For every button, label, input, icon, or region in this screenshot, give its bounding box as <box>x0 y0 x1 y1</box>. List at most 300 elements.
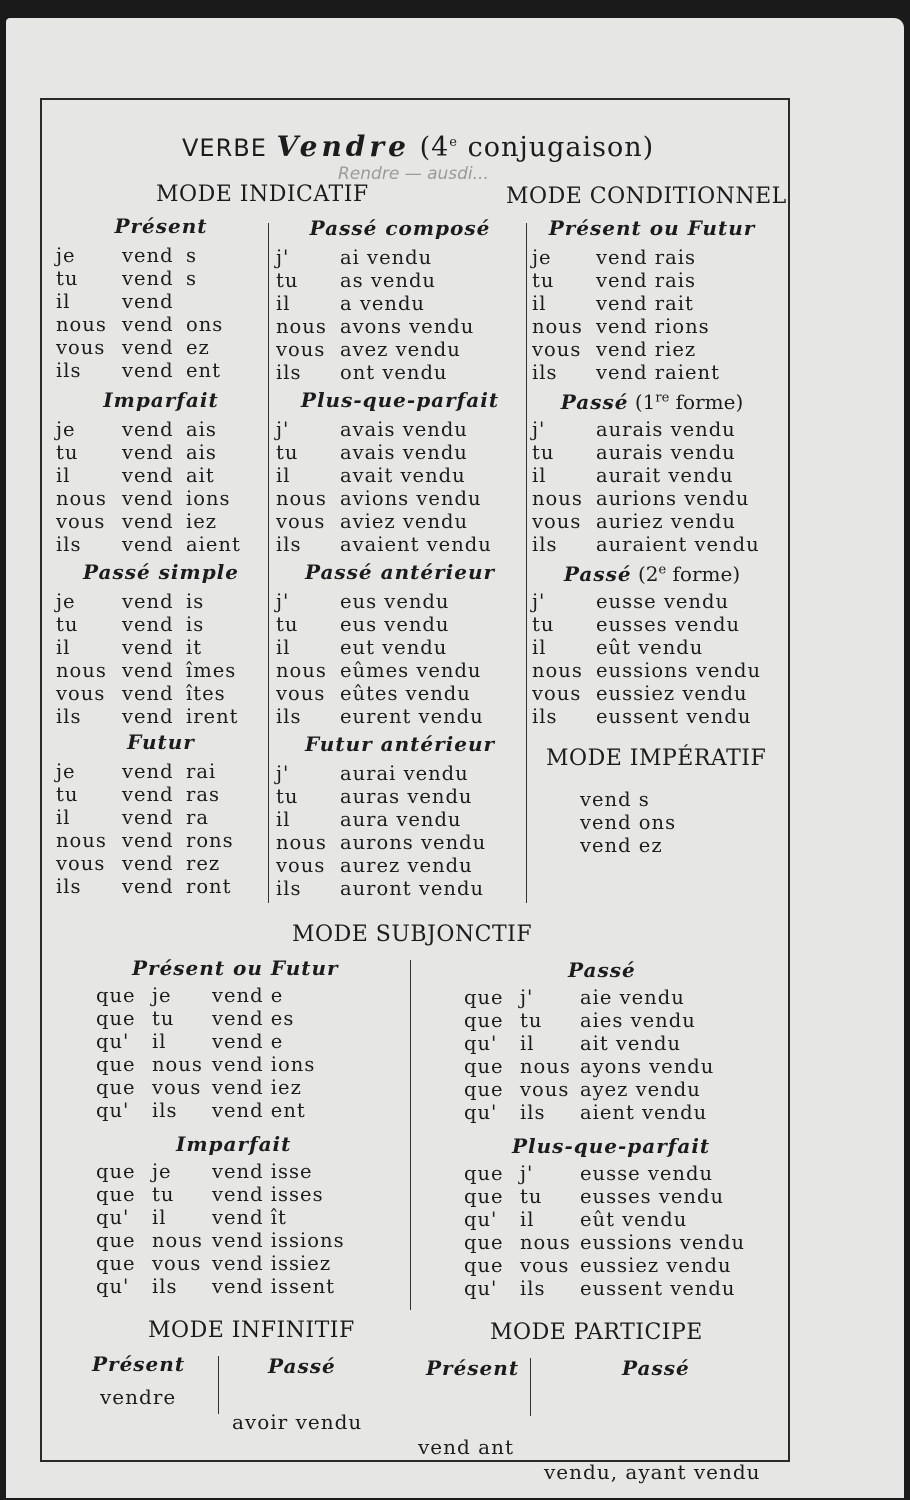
conj-pronoun: qu' <box>96 1030 130 1053</box>
conj-stem: avais vendu <box>340 418 468 441</box>
conj-form: eussions vendu <box>580 1231 746 1254</box>
conj-pronoun: que <box>96 1183 136 1206</box>
conj-stem: aurons vendu <box>340 831 487 854</box>
conj-form: j' <box>520 1162 534 1185</box>
conj-pronoun: il <box>276 808 291 831</box>
conj-pronoun: nous <box>56 829 107 852</box>
title-verb: Vendre <box>276 130 410 163</box>
conj-form: vend issiez <box>212 1252 332 1275</box>
tense-block-passe-anterieur <box>276 560 524 728</box>
conj-form: iez <box>186 510 218 533</box>
conj-form: il <box>152 1030 167 1053</box>
conj-form: vend isses <box>212 1183 324 1206</box>
tense-title-conditionnel-present: Présent ou Futur <box>548 216 756 240</box>
conj-form: vend ions <box>212 1053 316 1076</box>
conj-row <box>276 418 524 441</box>
conj-row <box>96 1183 396 1206</box>
conj-form: ent <box>186 359 221 382</box>
conj-form: nous <box>152 1229 203 1252</box>
conj-form: s <box>186 267 198 290</box>
pencil-note: Rendre — ausdi... <box>338 164 489 184</box>
conj-pronoun: ils <box>532 361 558 384</box>
conj-row <box>276 533 524 556</box>
conj-pronoun: qu' <box>464 1277 498 1300</box>
conj-pronoun: vous <box>532 682 582 705</box>
conj-row <box>56 829 266 852</box>
conj-form: it <box>186 636 203 659</box>
conj-stem: avais vendu <box>340 441 468 464</box>
conj-stem: eût vendu <box>596 636 704 659</box>
conj-pronoun: tu <box>532 269 555 292</box>
conj-pronoun: vous <box>56 682 106 705</box>
conj-row <box>464 1208 764 1231</box>
conj-list <box>56 760 266 898</box>
conj-form: rai <box>186 760 217 783</box>
conj-list <box>56 418 266 556</box>
conj-row <box>276 590 524 613</box>
conj-list <box>276 418 524 556</box>
conj-pronoun: que <box>464 1009 504 1032</box>
conj-row <box>96 1076 396 1099</box>
mode-conditionnel-heading: MODE CONDITIONNEL <box>506 184 787 209</box>
conj-pronoun: il <box>276 464 291 487</box>
conj-form: vend issions <box>212 1229 345 1252</box>
conj-pronoun: je <box>56 418 76 441</box>
conj-row <box>56 510 266 533</box>
passe1-paren: (1 <box>634 390 656 414</box>
conj-stem: vend <box>122 829 174 852</box>
conj-row <box>532 338 772 361</box>
tense-title-conditionnel-passe1 <box>532 390 772 414</box>
conj-row <box>532 361 772 384</box>
conj-form: eût vendu <box>580 1208 688 1231</box>
conj-stem: vend <box>122 659 174 682</box>
conj-row <box>276 785 524 808</box>
imperatif-row: vend s <box>580 788 650 811</box>
conj-pronoun: il <box>56 464 71 487</box>
tense-block-plus-que-parfait <box>276 388 524 556</box>
title-verbe: VERBE <box>182 134 267 162</box>
conj-stem: eûtes vendu <box>340 682 471 705</box>
conj-pronoun: ils <box>276 877 302 900</box>
conj-form: ils <box>152 1099 178 1122</box>
conj-pronoun: je <box>532 246 552 269</box>
conj-row <box>532 510 772 533</box>
tense-title-conditionnel-passe2 <box>532 562 772 586</box>
conj-form: il <box>520 1208 535 1231</box>
conj-pronoun: ils <box>276 361 302 384</box>
infinitif-present-value: vendre <box>100 1385 177 1409</box>
conj-row <box>464 1078 764 1101</box>
conj-stem: vend <box>122 464 174 487</box>
conj-form: ayez vendu <box>580 1078 701 1101</box>
conj-row <box>96 1252 396 1275</box>
conj-row <box>276 269 524 292</box>
conj-form: aie vendu <box>580 986 685 1009</box>
conj-stem: vend <box>122 852 174 875</box>
passe1-sup: re <box>655 390 670 406</box>
conj-stem: eûmes vendu <box>340 659 482 682</box>
conj-stem: aurai vendu <box>340 762 469 785</box>
infinitif-passe-label: Passé <box>268 1354 336 1378</box>
conj-stem: aurais vendu <box>596 441 736 464</box>
conj-stem: vend <box>122 760 174 783</box>
conj-stem: avions vendu <box>340 487 482 510</box>
conj-form: s <box>186 244 198 267</box>
conj-row <box>56 682 266 705</box>
conj-stem: vend <box>122 244 174 267</box>
conj-pronoun: nous <box>276 315 327 338</box>
conj-form: vend ent <box>212 1099 306 1122</box>
conj-row <box>464 1032 764 1055</box>
conj-row <box>276 315 524 338</box>
conj-row <box>56 875 266 898</box>
conj-row <box>276 808 524 831</box>
conj-row <box>464 1101 764 1124</box>
conj-row <box>464 1055 764 1078</box>
conj-pronoun: que <box>96 1252 136 1275</box>
conj-row <box>56 705 266 728</box>
conj-form: tu <box>152 1007 175 1030</box>
conj-row <box>276 338 524 361</box>
conj-pronoun: nous <box>276 831 327 854</box>
participe-passe-label: Passé <box>622 1356 690 1380</box>
tense-block-imparfait <box>56 388 266 556</box>
imperatif-row: vend ons <box>580 811 677 834</box>
passe2-paren: (2 <box>637 562 659 586</box>
tense-block-subj-passe <box>464 958 764 1124</box>
conj-pronoun: vous <box>56 852 106 875</box>
conj-stem: vend <box>122 359 174 382</box>
conj-form: eussiez vendu <box>580 1254 732 1277</box>
conj-list <box>464 986 764 1124</box>
conj-stem: ont vendu <box>340 361 448 384</box>
conj-row <box>56 806 266 829</box>
conj-form: ais <box>186 418 217 441</box>
conj-row <box>532 269 772 292</box>
conj-list <box>56 590 266 728</box>
conj-pronoun: j' <box>276 762 290 785</box>
tense-block-present <box>56 214 266 382</box>
tense-block-subj-imparfait <box>96 1132 396 1298</box>
conj-list <box>532 418 772 556</box>
conj-form: vous <box>152 1076 202 1099</box>
conj-form: eussent vendu <box>580 1277 736 1300</box>
conj-list <box>276 762 524 900</box>
conj-row <box>96 1053 396 1076</box>
conj-row <box>276 361 524 384</box>
conj-pronoun: nous <box>56 487 107 510</box>
conj-form: ions <box>186 487 231 510</box>
conj-form: ons <box>186 313 224 336</box>
conj-form: vend iez <box>212 1076 302 1099</box>
conj-row <box>464 1009 764 1032</box>
conj-form: vend issent <box>212 1275 335 1298</box>
conj-stem: eusses vendu <box>596 613 741 636</box>
conj-form: irent <box>186 705 239 728</box>
conj-form: il <box>520 1032 535 1055</box>
conj-row <box>56 313 266 336</box>
conj-stem: vend <box>122 510 174 533</box>
conj-pronoun: il <box>56 806 71 829</box>
conj-row <box>464 1254 764 1277</box>
tense-block-subj-present <box>96 956 396 1122</box>
conj-pronoun: j' <box>532 418 546 441</box>
conj-row <box>56 659 266 682</box>
conj-pronoun: que <box>96 1076 136 1099</box>
conj-form: tu <box>520 1185 543 1208</box>
tense-title-subj-passe: Passé <box>568 958 636 982</box>
conj-stem: ai vendu <box>340 246 433 269</box>
conj-form: ais <box>186 441 217 464</box>
conj-stem: vend <box>122 806 174 829</box>
conj-pronoun: qu' <box>96 1099 130 1122</box>
conj-pronoun: que <box>96 1229 136 1252</box>
tense-title-plus-que-parfait: Plus-que-parfait <box>300 388 500 412</box>
conj-pronoun: je <box>56 590 76 613</box>
conj-row <box>56 783 266 806</box>
conj-row <box>56 760 266 783</box>
conj-stem: vend <box>122 441 174 464</box>
conj-row <box>276 636 524 659</box>
conj-pronoun: vous <box>56 510 106 533</box>
conj-row <box>276 510 524 533</box>
conj-stem: avait vendu <box>340 464 466 487</box>
conj-row <box>532 613 772 636</box>
conj-pronoun: tu <box>56 267 79 290</box>
conj-form: ils <box>520 1101 546 1124</box>
conj-list <box>532 590 772 728</box>
conj-pronoun: tu <box>276 269 299 292</box>
conj-stem: vend <box>122 705 174 728</box>
conj-pronoun: qu' <box>464 1208 498 1231</box>
conj-row <box>532 682 772 705</box>
conj-form: vous <box>520 1078 570 1101</box>
conj-row <box>532 705 772 728</box>
conj-list <box>96 984 396 1122</box>
conj-row <box>276 246 524 269</box>
passe2-sup: e <box>658 562 667 578</box>
conj-pronoun: il <box>532 636 547 659</box>
column-divider <box>268 223 269 903</box>
conj-row <box>276 705 524 728</box>
conj-stem: auriez vendu <box>596 510 736 533</box>
conj-pronoun: que <box>464 1231 504 1254</box>
conj-form: j' <box>520 986 534 1009</box>
conj-form: ez <box>186 336 210 359</box>
tense-title-subj-plus-que-parfait: Plus-que-parfait <box>512 1134 711 1158</box>
conj-stem: vend rais <box>596 269 696 292</box>
conj-stem: vend <box>122 682 174 705</box>
tense-title-futur-anterieur: Futur antérieur <box>304 732 496 756</box>
imperatif-row: vend ez <box>580 834 663 857</box>
conj-form: je <box>152 984 172 1007</box>
conj-form: aient vendu <box>580 1101 708 1124</box>
mode-infinitif-heading: MODE INFINITIF <box>148 1318 355 1343</box>
conj-form: vous <box>520 1254 570 1277</box>
conj-stem: vend rions <box>596 315 710 338</box>
conj-row <box>56 441 266 464</box>
title-conj-number: (4 <box>419 132 450 163</box>
conj-form: tu <box>152 1183 175 1206</box>
conj-form: je <box>152 1160 172 1183</box>
conj-pronoun: vous <box>276 510 326 533</box>
conj-form: vend e <box>212 1030 284 1053</box>
conj-pronoun: que <box>464 1254 504 1277</box>
passe2-paren-end: forme) <box>672 562 741 586</box>
conj-form: eusses vendu <box>580 1185 725 1208</box>
tense-block-conditionnel-passe2 <box>532 562 772 728</box>
passe1-paren-end: forme) <box>675 390 744 414</box>
conj-form: ayons vendu <box>580 1055 715 1078</box>
tense-title-imparfait: Imparfait <box>103 388 219 412</box>
conj-pronoun: nous <box>56 313 107 336</box>
conj-row <box>56 336 266 359</box>
conj-pronoun: ils <box>276 705 302 728</box>
conj-row <box>56 533 266 556</box>
conj-pronoun: nous <box>532 659 583 682</box>
conj-pronoun: nous <box>276 659 327 682</box>
conj-stem: vend <box>122 636 174 659</box>
conj-pronoun: nous <box>56 659 107 682</box>
conj-stem: vend <box>122 533 174 556</box>
conj-row <box>532 441 772 464</box>
infinitif-passe-value: avoir vendu <box>232 1410 363 1434</box>
conj-pronoun: tu <box>276 785 299 808</box>
conj-pronoun: vous <box>56 336 106 359</box>
conj-stem: vend rais <box>596 246 696 269</box>
conj-pronoun: ils <box>56 533 82 556</box>
mode-indicatif-heading: MODE INDICATIF <box>156 182 369 207</box>
conj-form: aies vendu <box>580 1009 696 1032</box>
mode-participe-heading: MODE PARTICIPE <box>490 1320 703 1345</box>
conj-row <box>96 1007 396 1030</box>
conj-pronoun: il <box>56 636 71 659</box>
conj-stem: vend riez <box>596 338 697 361</box>
conj-row <box>276 831 524 854</box>
conj-pronoun: ils <box>532 705 558 728</box>
conj-pronoun: que <box>464 986 504 1009</box>
conj-stem: eurent vendu <box>340 705 484 728</box>
conj-row <box>276 292 524 315</box>
conj-row <box>532 315 772 338</box>
passe2-label: Passé <box>563 562 632 586</box>
conj-form: rons <box>186 829 234 852</box>
conj-stem: auront vendu <box>340 877 484 900</box>
conj-stem: avez vendu <box>340 338 461 361</box>
participe-present-label: Présent <box>426 1356 520 1380</box>
conj-pronoun: je <box>56 760 76 783</box>
conj-row <box>56 244 266 267</box>
conj-row <box>276 682 524 705</box>
conj-row <box>464 1277 764 1300</box>
conj-form: vous <box>152 1252 202 1275</box>
conj-pronoun: ils <box>56 875 82 898</box>
conj-stem: vend rait <box>596 292 694 315</box>
conj-row <box>56 359 266 382</box>
conj-pronoun: que <box>96 1160 136 1183</box>
conj-row <box>56 852 266 875</box>
conj-pronoun: que <box>96 1053 136 1076</box>
conj-stem: aurais vendu <box>596 418 736 441</box>
conj-list <box>464 1162 764 1300</box>
conj-list <box>276 590 524 728</box>
conj-row <box>96 1030 396 1053</box>
conj-pronoun: vous <box>276 682 326 705</box>
conj-stem: eut vendu <box>340 636 448 659</box>
conj-row <box>96 1206 396 1229</box>
conj-pronoun: nous <box>276 487 327 510</box>
mode-subjonctif-heading: MODE SUBJONCTIF <box>292 922 533 947</box>
conj-stem: eussions vendu <box>596 659 762 682</box>
conj-pronoun: qu' <box>96 1206 130 1229</box>
conj-row <box>56 418 266 441</box>
conj-form: ra <box>186 806 209 829</box>
conj-pronoun: nous <box>532 315 583 338</box>
conj-pronoun: il <box>56 290 71 313</box>
column-divider <box>410 960 411 1310</box>
conj-form: tu <box>520 1009 543 1032</box>
conj-row <box>96 1275 396 1298</box>
conj-stem: vend <box>122 290 174 313</box>
conj-row <box>56 267 266 290</box>
conj-stem: eussent vendu <box>596 705 752 728</box>
conj-form: nous <box>152 1053 203 1076</box>
tense-block-passe-compose <box>276 216 524 384</box>
conj-row <box>532 533 772 556</box>
conj-pronoun: que <box>464 1162 504 1185</box>
conj-list <box>532 246 772 384</box>
conj-pronoun: j' <box>276 590 290 613</box>
conj-stem: eus vendu <box>340 613 450 636</box>
tense-block-subj-plus-que-parfait <box>464 1134 764 1300</box>
imperatif-list <box>580 788 760 857</box>
conj-form: vend isse <box>212 1160 313 1183</box>
conj-pronoun: ils <box>56 705 82 728</box>
conj-row <box>464 1185 764 1208</box>
conj-row <box>276 487 524 510</box>
conj-row <box>276 659 524 682</box>
conj-form: nous <box>520 1055 571 1078</box>
conj-pronoun: il <box>532 464 547 487</box>
conj-pronoun: tu <box>56 783 79 806</box>
conj-row <box>532 418 772 441</box>
conj-form: ras <box>186 783 220 806</box>
conj-pronoun: ils <box>276 533 302 556</box>
conj-row <box>56 487 266 510</box>
conj-stem: vend <box>122 267 174 290</box>
conj-pronoun: nous <box>532 487 583 510</box>
tense-title-subj-present: Présent ou Futur <box>132 956 339 980</box>
tense-block-futur-anterieur <box>276 732 524 900</box>
tense-block-conditionnel-passe1 <box>532 390 772 556</box>
conj-form: vend e <box>212 984 284 1007</box>
conj-row <box>56 590 266 613</box>
conj-form: vend es <box>212 1007 295 1030</box>
conj-row <box>532 292 772 315</box>
conj-row <box>56 636 266 659</box>
conj-row <box>276 464 524 487</box>
title-conj-sup: e <box>449 135 458 150</box>
passe1-label: Passé <box>560 390 629 414</box>
conj-row <box>532 487 772 510</box>
conj-pronoun: ils <box>56 359 82 382</box>
conj-row <box>276 613 524 636</box>
conj-pronoun: vous <box>276 854 326 877</box>
mode-imperatif-heading: MODE IMPÉRATIF <box>546 746 767 771</box>
participe-present-value: vend ant <box>418 1435 515 1459</box>
conj-stem: as vendu <box>340 269 436 292</box>
